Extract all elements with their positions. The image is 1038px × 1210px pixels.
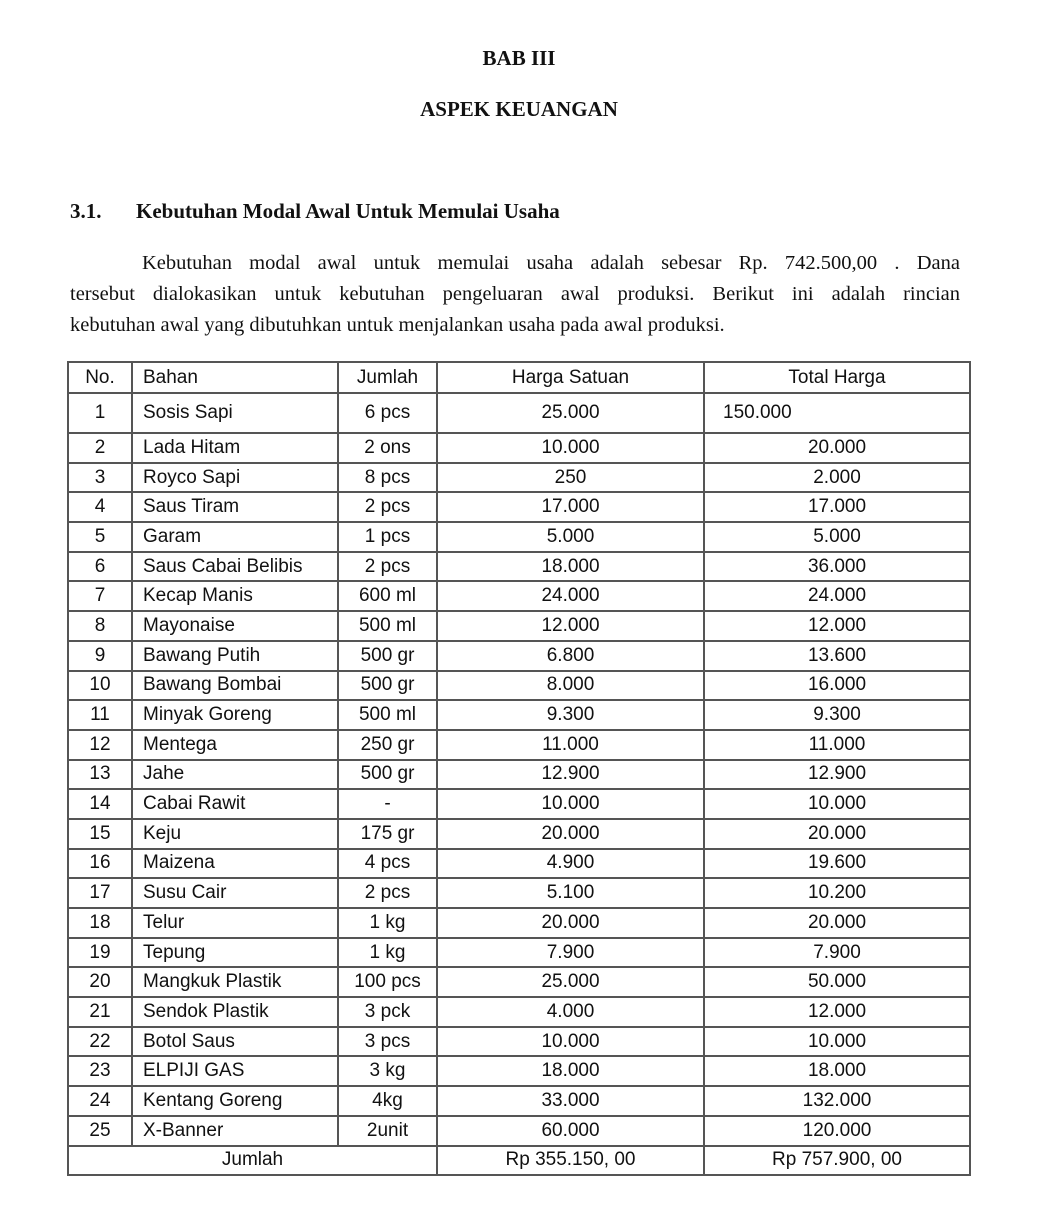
cell-harga-satuan: 60.000 — [437, 1116, 704, 1146]
cell-bahan: ELPIJI GAS — [132, 1056, 338, 1086]
cell-harga-satuan: 33.000 — [437, 1086, 704, 1116]
table-row — [68, 908, 970, 938]
chapter-title: ASPEK KEUANGAN — [420, 97, 618, 121]
cell-harga-satuan: 20.000 — [437, 819, 704, 849]
cell-total-harga: 132.000 — [704, 1086, 970, 1116]
cell-harga-satuan: 4.900 — [437, 849, 704, 879]
cell-total-harga: 9.300 — [704, 700, 970, 730]
cell-harga-satuan: 5.000 — [437, 522, 704, 552]
cell-jumlah: 500 gr — [338, 760, 437, 790]
cell-jumlah: 500 gr — [338, 671, 437, 701]
table-row — [68, 1027, 970, 1057]
cell-total-harga: 24.000 — [704, 581, 970, 611]
cell-jumlah: 4kg — [338, 1086, 437, 1116]
cell-no: 21 — [68, 997, 132, 1027]
cell-no: 8 — [68, 611, 132, 641]
cell-total-harga: 120.000 — [704, 1116, 970, 1146]
cell-harga-satuan: 250 — [437, 463, 704, 493]
table-row — [68, 1056, 970, 1086]
cell-jumlah: 500 ml — [338, 611, 437, 641]
section-title: Kebutuhan Modal Awal Untuk Memulai Usaha — [136, 199, 560, 223]
table-row — [68, 552, 970, 582]
cell-harga-satuan: 20.000 — [437, 908, 704, 938]
section-heading — [70, 199, 560, 224]
cell-total-harga: 19.600 — [704, 849, 970, 879]
cell-jumlah: 250 gr — [338, 730, 437, 760]
cell-jumlah: 600 ml — [338, 581, 437, 611]
cell-harga-satuan: 10.000 — [437, 433, 704, 463]
cell-no: 25 — [68, 1116, 132, 1146]
cell-bahan: Garam — [132, 522, 338, 552]
cell-bahan: Botol Saus — [132, 1027, 338, 1057]
cell-jumlah: 2 ons — [338, 433, 437, 463]
cell-jumlah: 1 kg — [338, 938, 437, 968]
cell-no: 13 — [68, 760, 132, 790]
cell-total-harga: 7.900 — [704, 938, 970, 968]
cell-bahan: Cabai Rawit — [132, 789, 338, 819]
cell-bahan: Royco Sapi — [132, 463, 338, 493]
cell-harga-satuan: 12.900 — [437, 760, 704, 790]
cell-harga-satuan: 25.000 — [437, 967, 704, 997]
cell-no: 12 — [68, 730, 132, 760]
cell-jumlah: 4 pcs — [338, 849, 437, 879]
cell-no: 16 — [68, 849, 132, 879]
cell-total-harga: 50.000 — [704, 967, 970, 997]
paragraph-line-2: tersebut dialokasikan untuk kebutuhan pengeluaran awal produksi. Berikut ini adalah rincian — [70, 283, 960, 305]
table-row — [68, 700, 970, 730]
cell-jumlah: 500 gr — [338, 641, 437, 671]
cell-no: 2 — [68, 433, 132, 463]
cell-total-harga: 13.600 — [704, 641, 970, 671]
cell-harga-satuan: 24.000 — [437, 581, 704, 611]
cell-jumlah: 500 ml — [338, 700, 437, 730]
cell-harga-satuan: 8.000 — [437, 671, 704, 701]
cell-no: 17 — [68, 878, 132, 908]
section-number: 3.1. — [70, 199, 102, 223]
cell-no: 3 — [68, 463, 132, 493]
cell-bahan: Jahe — [132, 760, 338, 790]
cell-bahan: Keju — [132, 819, 338, 849]
cell-no: 6 — [68, 552, 132, 582]
cell-no: 10 — [68, 671, 132, 701]
cell-bahan: Tepung — [132, 938, 338, 968]
cell-no: 22 — [68, 1027, 132, 1057]
cell-harga-satuan: 7.900 — [437, 938, 704, 968]
cell-bahan: Sosis Sapi — [132, 393, 338, 433]
table-row — [68, 789, 970, 819]
cell-no: 20 — [68, 967, 132, 997]
cell-total-harga: 2.000 — [704, 463, 970, 493]
cell-bahan: Lada Hitam — [132, 433, 338, 463]
cell-total-harga: 12.000 — [704, 997, 970, 1027]
cell-no: 9 — [68, 641, 132, 671]
table-row — [68, 522, 970, 552]
header-total-harga: Total Harga — [704, 362, 970, 393]
cell-harga-satuan: 25.000 — [437, 393, 704, 433]
header-no: No. — [68, 362, 132, 393]
chapter-number: BAB III — [482, 46, 556, 70]
cell-no: 4 — [68, 492, 132, 522]
table-row — [68, 997, 970, 1027]
cell-no: 7 — [68, 581, 132, 611]
cell-jumlah: 2 pcs — [338, 878, 437, 908]
cell-total-harga: 17.000 — [704, 492, 970, 522]
cell-bahan: Maizena — [132, 849, 338, 879]
cell-jumlah: 2 pcs — [338, 492, 437, 522]
cell-harga-satuan: 17.000 — [437, 492, 704, 522]
cell-bahan: Susu Cair — [132, 878, 338, 908]
table-row — [68, 463, 970, 493]
cell-bahan: Kentang Goreng — [132, 1086, 338, 1116]
cell-bahan: Saus Tiram — [132, 492, 338, 522]
cell-harga-satuan: 11.000 — [437, 730, 704, 760]
cell-harga-satuan: 5.100 — [437, 878, 704, 908]
cell-jumlah: 3 pck — [338, 997, 437, 1027]
paragraph-line-1: Kebutuhan modal awal untuk memulai usaha adalah sebesar Rp. 742.500,00 . Dana — [142, 252, 960, 274]
table-row — [68, 819, 970, 849]
cell-jumlah: 2unit — [338, 1116, 437, 1146]
footer-harga-satuan-total: Rp 355.150, 00 — [437, 1146, 704, 1176]
cell-total-harga: 10.000 — [704, 1027, 970, 1057]
cell-bahan: Kecap Manis — [132, 581, 338, 611]
cell-no: 18 — [68, 908, 132, 938]
header-bahan: Bahan — [132, 362, 338, 393]
table-row — [68, 1086, 970, 1116]
cell-jumlah: 100 pcs — [338, 967, 437, 997]
cell-no: 5 — [68, 522, 132, 552]
cell-total-harga: 20.000 — [704, 819, 970, 849]
cell-harga-satuan: 12.000 — [437, 611, 704, 641]
table-row — [68, 760, 970, 790]
table-row — [68, 1116, 970, 1146]
cell-bahan: Bawang Putih — [132, 641, 338, 671]
table-row — [68, 967, 970, 997]
cell-jumlah: 1 pcs — [338, 522, 437, 552]
capital-requirements-table — [67, 361, 971, 1176]
header-jumlah: Jumlah — [338, 362, 437, 393]
cell-jumlah: 175 gr — [338, 819, 437, 849]
table-row — [68, 671, 970, 701]
cell-harga-satuan: 18.000 — [437, 1056, 704, 1086]
cell-bahan: Mayonaise — [132, 611, 338, 641]
cell-harga-satuan: 10.000 — [437, 1027, 704, 1057]
cell-total-harga: 10.200 — [704, 878, 970, 908]
cell-no: 11 — [68, 700, 132, 730]
intro-paragraph — [70, 248, 960, 341]
table-row — [68, 641, 970, 671]
table-row — [68, 433, 970, 463]
paragraph-line-3: kebutuhan awal yang dibutuhkan untuk menjalankan usaha pada awal produksi. — [70, 314, 725, 336]
cell-no: 15 — [68, 819, 132, 849]
cell-no: 19 — [68, 938, 132, 968]
cell-jumlah: 2 pcs — [338, 552, 437, 582]
cell-jumlah: 3 kg — [338, 1056, 437, 1086]
header-harga-satuan: Harga Satuan — [437, 362, 704, 393]
cell-bahan: Minyak Goreng — [132, 700, 338, 730]
table-row — [68, 730, 970, 760]
cell-total-harga: 11.000 — [704, 730, 970, 760]
cell-no: 23 — [68, 1056, 132, 1086]
table-row — [68, 878, 970, 908]
table-row — [68, 393, 970, 433]
cell-total-harga: 10.000 — [704, 789, 970, 819]
cell-no: 1 — [68, 393, 132, 433]
cell-no: 14 — [68, 789, 132, 819]
cell-harga-satuan: 6.800 — [437, 641, 704, 671]
cell-bahan: Mentega — [132, 730, 338, 760]
cell-jumlah: 6 pcs — [338, 393, 437, 433]
cell-bahan: Bawang Bombai — [132, 671, 338, 701]
footer-label: Jumlah — [68, 1146, 437, 1176]
table-row — [68, 849, 970, 879]
table-row — [68, 492, 970, 522]
cell-bahan: Sendok Plastik — [132, 997, 338, 1027]
cell-total-harga: 12.900 — [704, 760, 970, 790]
table-footer-row — [68, 1146, 970, 1176]
cell-total-harga: 16.000 — [704, 671, 970, 701]
table-row — [68, 611, 970, 641]
cell-harga-satuan: 18.000 — [437, 552, 704, 582]
cell-jumlah: 8 pcs — [338, 463, 437, 493]
cell-no: 24 — [68, 1086, 132, 1116]
table-row — [68, 938, 970, 968]
cell-total-harga: 5.000 — [704, 522, 970, 552]
cell-total-harga: 36.000 — [704, 552, 970, 582]
cell-total-harga: 20.000 — [704, 908, 970, 938]
cell-harga-satuan: 4.000 — [437, 997, 704, 1027]
cell-harga-satuan: 10.000 — [437, 789, 704, 819]
cell-jumlah: - — [338, 789, 437, 819]
cell-total-harga: 12.000 — [704, 611, 970, 641]
cell-bahan: X-Banner — [132, 1116, 338, 1146]
cell-bahan: Telur — [132, 908, 338, 938]
cell-jumlah: 1 kg — [338, 908, 437, 938]
cell-harga-satuan: 9.300 — [437, 700, 704, 730]
cell-bahan: Saus Cabai Belibis — [132, 552, 338, 582]
table-header-row — [68, 362, 970, 393]
table-row — [68, 581, 970, 611]
footer-total-harga: Rp 757.900, 00 — [704, 1146, 970, 1176]
cell-total-harga: 150.000 — [704, 393, 970, 433]
cell-total-harga: 18.000 — [704, 1056, 970, 1086]
cell-total-harga: 20.000 — [704, 433, 970, 463]
cell-bahan: Mangkuk Plastik — [132, 967, 338, 997]
cell-jumlah: 3 pcs — [338, 1027, 437, 1057]
